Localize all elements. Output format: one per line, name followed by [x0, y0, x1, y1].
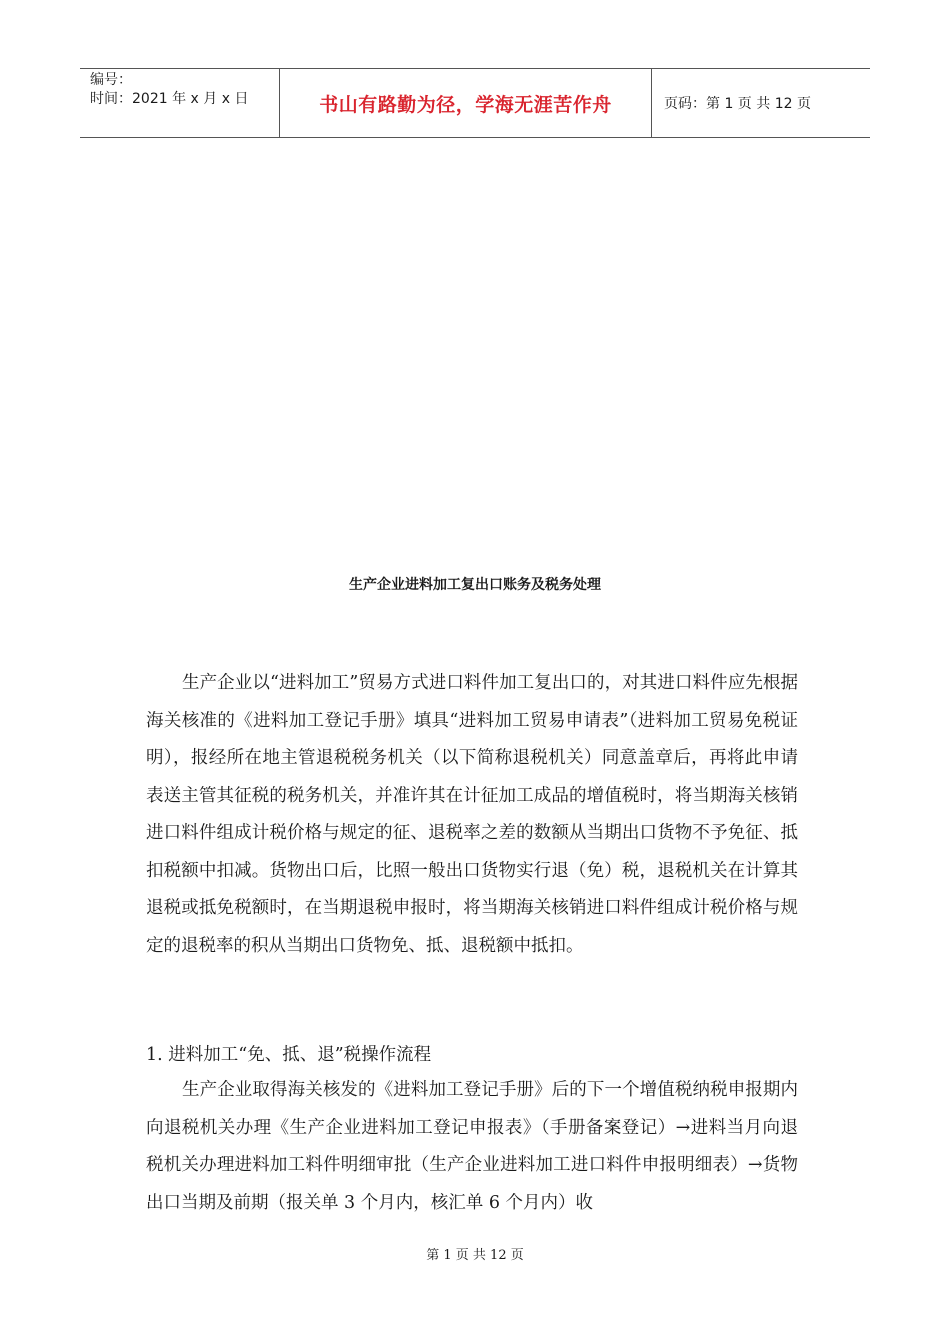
section-heading-1: 1. 进料加工“免、抵、退”税操作流程 — [146, 1045, 432, 1065]
header-page-info: 页码：第 1 页 共 12 页 — [664, 96, 811, 112]
document-title: 生产企业进料加工复出口账务及税务处理 — [349, 577, 601, 593]
number-label: 编号： — [90, 72, 132, 88]
page-header — [80, 68, 870, 138]
header-motto: 书山有路勤为径，学海无涯苦作舟 — [280, 69, 652, 137]
time-label: 时间：2021 年 x 月 x 日 — [90, 91, 249, 107]
paragraph-process: 生产企业取得海关核发的《进料加工登记手册》后的下一个增值税纳税申报期内向退税机关办理《生产企业进料加工登记申报表》（手册备案登记）→进料当月向退税机关办理进料加工料件明细审批（生产企业进料加工进口料件申报明细表）→货物出口当期及前期（报关单 3 个月内，核汇单 6 个月内）收 — [146, 1080, 798, 1213]
paragraph-intro: 生产企业以“进料加工”贸易方式进口料件加工复出口的，对其进口料件应先根据海关核准的《进料加工登记手册》填具“进料加工贸易申请表”（进料加工贸易免税证明），报经所在地主管退税税务机关（以下简称退税机关）同意盖章后，再将此申请表送主管其征税的税务机关，并准许其在计征加工成品的增值税时，将当期海关核销进口料件组成计税价格与规定的征、退税率之差的数额从当期出口货物不予免征、抵扣税额中扣减。货物出口后，比照一般出口货物实行退（免）税，退税机关在计算其退税或抵免税额时，在当期退税申报时，将当期海关核销进口料件组成计税价格与规定的退税率的积从当期出口货物免、抵、退税额中抵扣。 — [146, 673, 798, 956]
page-footer: 第 1 页 共 12 页 — [426, 1248, 524, 1263]
header-meta — [80, 69, 280, 137]
